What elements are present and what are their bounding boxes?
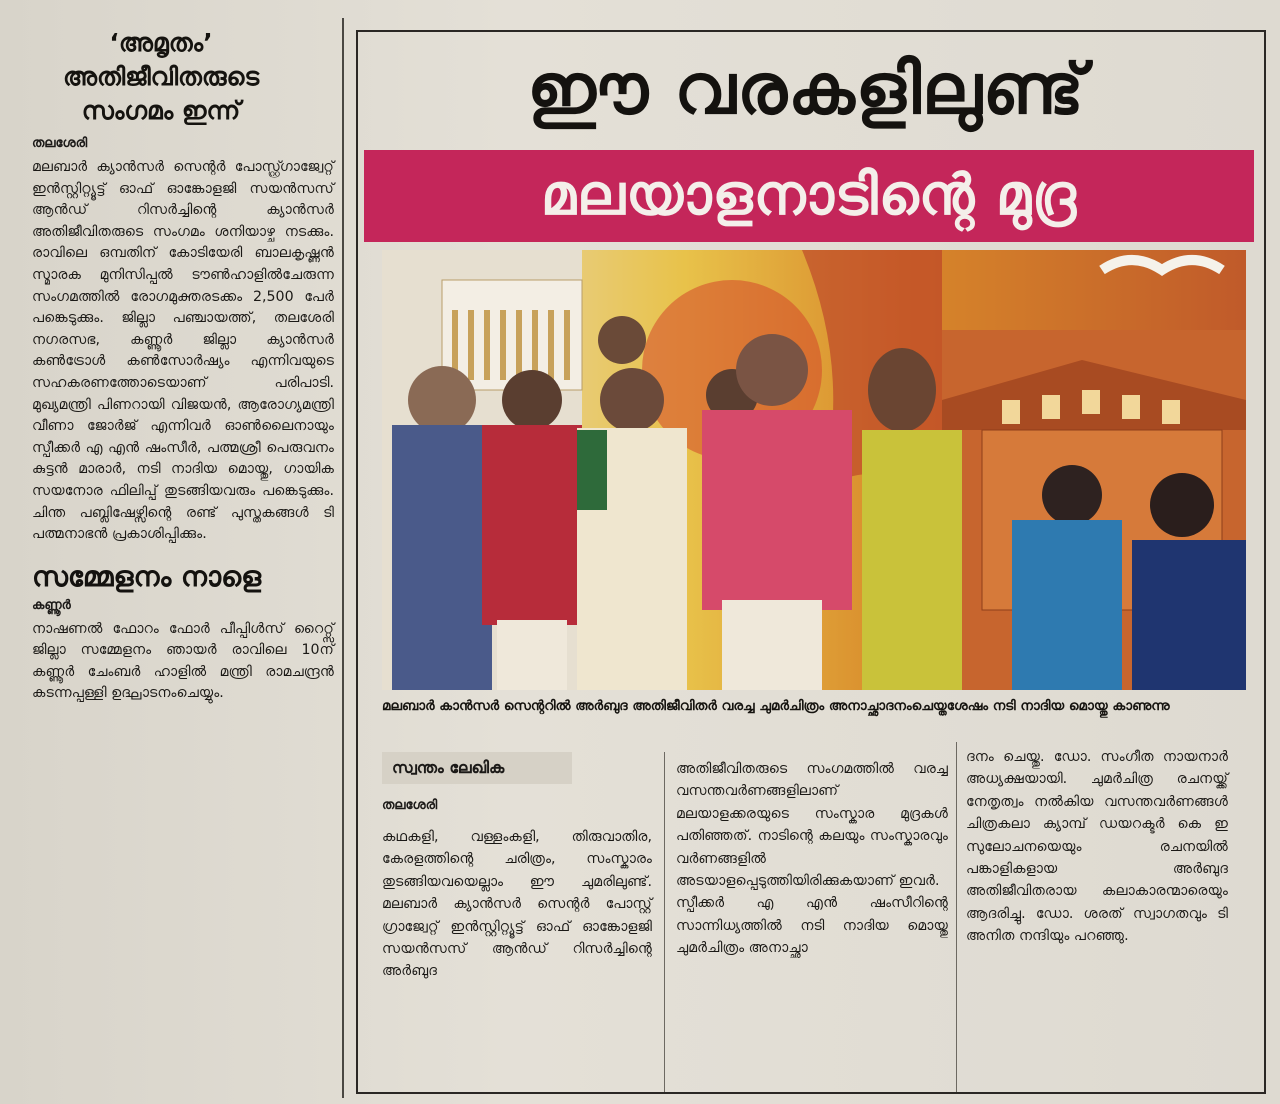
sammelanam-headline: സമ്മേളനം നാളെ — [32, 559, 262, 593]
main-headline-line1 — [366, 36, 1246, 142]
column-divider — [342, 18, 344, 1098]
amrutham-body: മലബാർ ക്യാൻസർ സെന്റർ പോസ്റ്റ്ഗ്രാജ്വേറ്റ് ഇൻസ്റ്റിറ്റ്യൂട്ട് ഓഫ് ഓങ്കോളജി സയൻസസ് ആൻഡ് റിസർച്ചിന്റെ ക്യാൻസർ അതിജീവിതരുടെ സംഗമം ശനിയാഴ്ച നടക്കും. രാവിലെ ഒമ്പതിന് കോടിയേരി ബാലകൃഷ്ണൻ സ്മാരക മുനിസിപ്പൽ ടൗൺഹാളിൽചേരുന്ന സംഗമത്തിൽ രോഗമുക്തരടക്കം 2,500 പേർ പങ്കെടുക്കും. ജില്ലാ പഞ്ചായത്ത്, തലശേരി നഗരസഭ, കണ്ണൂർ ജില്ലാ ക്യാൻസർ കൺട്രോൾ കൺസോർഷ്യം എന്നിവയുടെ സഹകരണത്തോടെയാണ് പരിപാടി. മുഖ്യമന്ത്രി പിണറായി വിജയൻ, ആരോഗ്യമന്ത്രി വീണാ ജോർജ് എന്നിവർ ഓൺലൈനായും സ്പീക്കർ എ എൻ ഷംസീർ, പത്മശ്രീ പെരുവനം കുട്ടൻ മാരാർ, നടി നാദിയ മൊയ്തു, ഗായിക സയനോര ഫിലിപ്പ് തുടങ്ങിയവരും പങ്കെടുക്കും. ചിന്ത പബ്ലിഷേഴ്സിന്റെ രണ്ട് പുസ്തകങ്ങൾ ടി പത്മനാഭൻ പ്രകാശിപ്പിക്കും. — [32, 159, 334, 543]
headline-banner — [364, 150, 1254, 242]
main-dateline: തലശേരി — [382, 798, 438, 813]
byline: സ്വന്തം ലേഖിക — [382, 752, 572, 784]
story-column-2: അതിജീവിതരുടെ സംഗമത്തിൽ വരച്ച വസന്തവർണങ്ങളിലാണ് മലയാളക്കരയുടെ സംസ്കാര മുദ്രകൾ പതിഞ്ഞത്. നാടിന്റെ കലയും സംസ്കാരവും വർണങ്ങളിൽ അടയാളപ്പെടുത്തിയിരിക്കുകയാണ് ഇവർ. സ്പീക്കർ എ എൻ ഷംസീറിന്റെ സാന്നിധ്യത്തിൽ നടി നാദിയ മൊയ്തു ചുമർചിത്രം അനാച്ഛാ — [676, 761, 948, 957]
photo-caption: മലബാർ കാൻസർ സെന്ററിൽ അർബുദ അതിജീവിതർ വരച്ച ചുമർചിത്രം അനാച്ഛാദനംചെയ്തശേഷം നടി നാദിയ മൊയ്തു കാണുന്നു — [382, 698, 1170, 714]
column-rule-2 — [956, 742, 957, 1092]
left-column — [14, 26, 334, 705]
main-headline-line2: മലയാളനാടിന്റെ മുദ്ര — [540, 163, 1078, 228]
story-column-1: കഥകളി, വള്ളംകളി, തിരുവാതിര, കേരളത്തിന്റെ ചരിത്രം, സംസ്കാരം തുടങ്ങിയവയെല്ലാം ഈ ചുമരിലുണ്ട്. മലബാർ ക്യാൻസർ സെന്റർ പോസ്റ്റ് ഗ്രാജ്വേറ്റ് ഇൻസ്റ്റിറ്റ്യൂട്ട് ഓഫ് ഓങ്കോളജി സയൻസസ് ആൻഡ് റിസർച്ചിന്റെ അർബുദ — [382, 829, 652, 980]
main-headline-text: ഈ വരകളിലുണ്ട് — [527, 47, 1085, 130]
sammelanam-body: നാഷണൽ ഫോറം ഫോർ പീപ്പിൾസ് റൈറ്റ്സ് ജില്ലാ സമ്മേളനം ഞായർ രാവിലെ 10ന് കണ്ണൂർ ചേംബർ ഹാളിൽ മന്ത്രി രാമചന്ദ്രൻ കടന്നപ്പള്ളി ഉദ്ഘാടനംചെയ്യും. — [32, 620, 334, 702]
story-column-3: ദനം ചെയ്തു. ഡോ. സംഗീത നായനാർ അധ്യക്ഷയായി. ചുമർചിത്ര രചനയ്ക്ക് നേതൃത്വം നൽകിയ വസന്തവർണങ്ങൾ ചിത്രകലാ ക്യാമ്പ് ഡയറക്ടർ കെ ഇ സുലോചനയെയും രചനയിൽ പങ്കാളികളായ അർബുദ അതിജീവിതരായ കലാകാരന്മാരെയും ആദരിച്ചു. ഡോ. ശരത് സ്വാഗതവും ടി അനിത നന്ദിയും പറഞ്ഞു. — [966, 749, 1228, 945]
column-rule-1 — [664, 752, 665, 1092]
photo-illustration — [382, 250, 1246, 690]
amrutham-headline: ‘അമൃതം’ അതിജീവിതരുടെ സംഗമം ഇന്ന് — [62, 28, 260, 125]
amrutham-dateline: തലശേരി — [32, 136, 88, 151]
banner-inner — [374, 156, 1244, 236]
mural-photo — [382, 250, 1246, 690]
sammelanam-dateline: കണ്ണൂർ — [32, 597, 71, 613]
